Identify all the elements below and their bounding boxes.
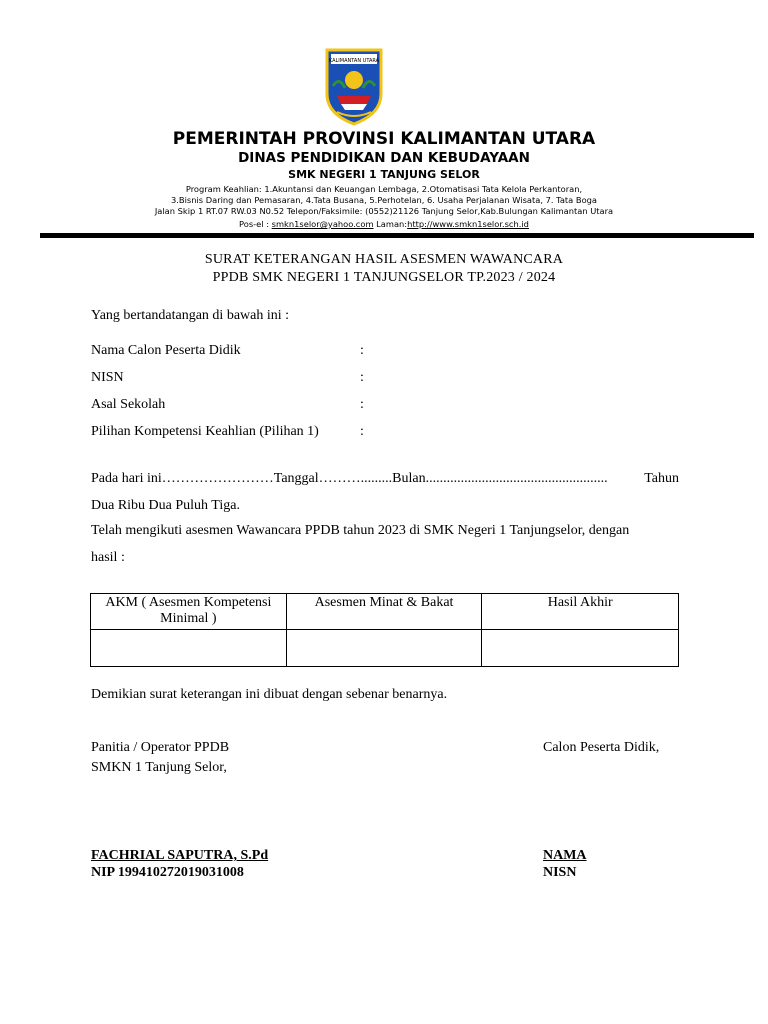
programs-line-2: 3.Bisnis Daring dan Pemasaran, 4.Tata Busana, 5.Perhotelan, 6. Usaha Perjalanan Wisata, 7. Tata Boga — [170, 195, 598, 205]
signer-left-role: Panitia / Operator PPDB — [91, 740, 230, 755]
department-name: DINAS PENDIDIKAN DAN KEBUDAYAAN — [238, 150, 530, 166]
header-minat-bakat: Asesmen Minat & Bakat — [286, 594, 482, 630]
table-row — [91, 630, 679, 667]
header-akm: AKM ( Asesmen Kompetensi Minimal ) — [91, 594, 287, 630]
year-line: Dua Ribu Dua Puluh Tiga. — [91, 498, 240, 513]
cell-hasil-akhir[interactable] — [482, 630, 679, 667]
field-label-kompetensi: Pilihan Kompetensi Keahlian (Pilihan 1) — [91, 424, 319, 439]
result-table — [90, 593, 679, 667]
contact-mid: Laman: — [373, 219, 408, 229]
date-line-right: Tahun — [644, 471, 679, 486]
header-hasil-akhir: Hasil Akhir — [482, 594, 679, 630]
date-line-left: Pada hari ini……………………Tanggal……….........Bulan.................................................... — [91, 471, 608, 486]
result-label: hasil : — [91, 550, 125, 565]
field-label-asal-sekolah: Asal Sekolah — [91, 397, 166, 412]
signer-left-organization: SMKN 1 Tanjung Selor, — [91, 760, 227, 775]
signer-right-name: NAMA — [543, 848, 587, 863]
government-name: PEMERINTAH PROVINSI KALIMANTAN UTARA — [172, 129, 596, 149]
signer-right-role: Calon Peserta Didik, — [543, 740, 660, 755]
signer-right-nisn: NISN — [543, 865, 577, 880]
field-label-nisn: NISN — [91, 370, 124, 385]
document-title-line-2: PPDB SMK NEGERI 1 TANJUNGSELOR TP.2023 / 2024 — [212, 270, 556, 285]
table-header-row — [91, 594, 679, 630]
school-address: Jalan Skip 1 RT.07 RW.03 N0.52 Telepon/Faksimile: (0552)21126 Tanjung Selor,Kab.Bulungan Kalimantan Utara — [154, 206, 614, 216]
field-colon-asal-sekolah: : — [360, 397, 364, 412]
field-colon-nisn: : — [360, 370, 364, 385]
contact-prefix: Pos-el : — [239, 219, 272, 229]
logo-text: KALIMANTAN UTARA — [328, 58, 380, 64]
kalimantan-utara-emblem-icon — [323, 46, 385, 126]
date-line — [91, 470, 679, 488]
school-name: SMK NEGERI 1 TANJUNG SELOR — [288, 168, 480, 181]
signer-left-nip: NIP 199410272019031008 — [91, 865, 244, 880]
contact-line — [0, 219, 768, 230]
attendance-line: Telah mengikuti asesmen Wawancara PPDB tahun 2023 di SMK Negeri 1 Tanjungselor, dengan — [91, 523, 630, 538]
field-label-nama: Nama Calon Peserta Didik — [91, 343, 241, 358]
letterhead-divider — [40, 233, 754, 238]
intro-text: Yang bertandatangan di bawah ini : — [91, 308, 290, 323]
website-link[interactable]: http://www.smkn1selor.sch.id — [407, 219, 529, 229]
cell-akm[interactable] — [91, 630, 287, 667]
programs-line-1: Program Keahlian: 1.Akuntansi dan Keuangan Lembaga, 2.Otomatisasi Tata Kelola Perkantoran, — [185, 184, 583, 194]
field-colon-kompetensi: : — [360, 424, 364, 439]
closing-statement: Demikian surat keterangan ini dibuat dengan sebenar benarnya. — [91, 687, 448, 702]
cell-minat-bakat[interactable] — [286, 630, 482, 667]
signer-left-name: FACHRIAL SAPUTRA, S.Pd — [91, 848, 269, 863]
document-title-line-1: SURAT KETERANGAN HASIL ASESMEN WAWANCARA — [204, 252, 564, 267]
field-colon-nama: : — [360, 343, 364, 358]
email-link[interactable]: smkn1selor@yahoo.com — [271, 219, 374, 229]
